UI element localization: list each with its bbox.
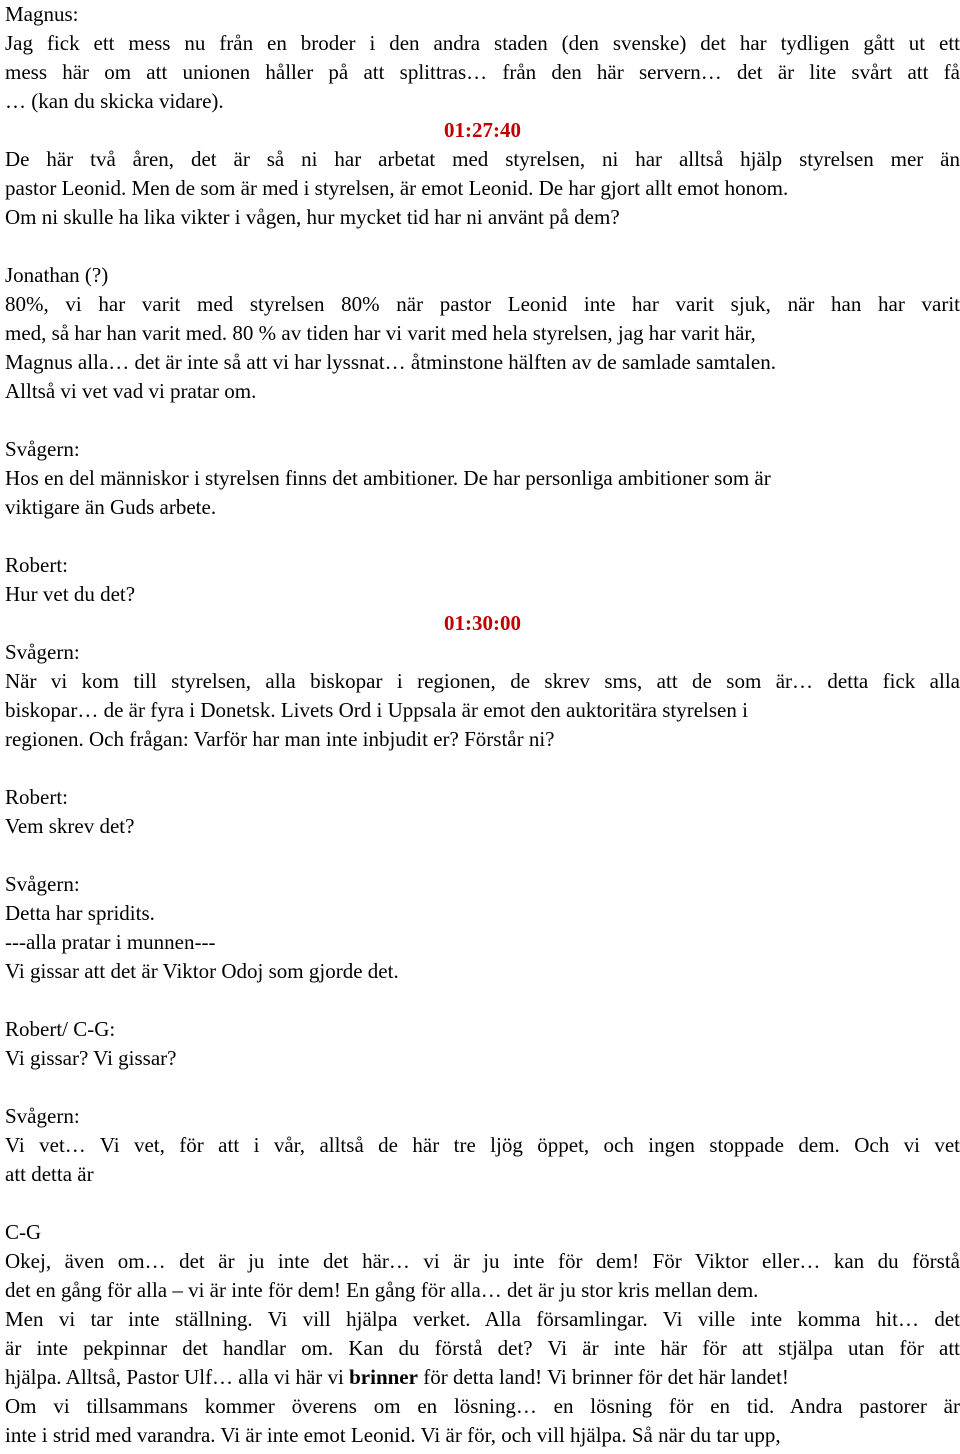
transcript-line: viktigare än Guds arbete. [5, 495, 217, 519]
transcript-line: pastor Leonid. Men de som är med i styrelsen, är emot Leonid. De har gjort allt emot honom. [5, 176, 789, 200]
paragraph-gap [5, 406, 960, 435]
speaker-label: Svågern: [5, 640, 80, 664]
transcript-line: Vem skrev det? [5, 814, 135, 838]
speaker-label: Robert/ C-G: [5, 1017, 116, 1041]
transcript-line: De här två åren, det är så ni har arbetat med styrelsen, ni har alltså hjälp styrelsen mer än [5, 147, 960, 171]
timestamp: 01:30:00 [444, 611, 521, 635]
speaker-label: Jonathan (?) [5, 263, 109, 287]
transcript-line: Om ni skulle ha lika vikter i vågen, hur mycket tid har ni använt på dem? [5, 205, 620, 229]
transcript-line: Vi gissar att det är Viktor Odoj som gjorde det. [5, 959, 399, 983]
transcript-line: Men vi tar inte ställning. Vi vill hjälpa verket. Alla församlingar. Vi ville inte komma hit… det [5, 1307, 960, 1331]
transcript-line: det en gång för alla – vi är inte för dem! En gång för alla… det är ju stor kris mellan dem. [5, 1278, 759, 1302]
speaker-label: Magnus: [5, 2, 79, 26]
transcript-line: … (kan du skicka vidare). [5, 89, 224, 113]
transcript-line: biskopar… de är fyra i Donetsk. Livets Ord i Uppsala är emot den auktoritära styrelsen i [5, 698, 748, 722]
transcript-line: ---alla pratar i munnen--- [5, 930, 216, 954]
speaker-label: Robert: [5, 553, 68, 577]
transcript-line: med, så har han varit med. 80 % av tiden har vi varit med hela styrelsen, jag har varit här, [5, 321, 756, 345]
paragraph-gap [5, 1189, 960, 1218]
transcript-line: är inte pekpinnar det handlar om. Kan du förstå det? Vi är inte här för att stjälpa utan för att [5, 1336, 960, 1360]
transcript-line: mess här om att unionen håller på att splittras… från den här servern… det är lite svårt att få [5, 60, 960, 84]
speaker-label: Robert: [5, 785, 68, 809]
transcript-line: 80%, vi har varit med styrelsen 80% när pastor Leonid inte har varit sjuk, när han har varit [5, 292, 960, 316]
transcript-text: hjälpa. Alltså, Pastor Ulf… alla vi här vi [5, 1365, 350, 1389]
transcript-line: Jag fick ett mess nu från en broder i den andra staden (den svenske) det har tydligen gått ut ett [5, 31, 960, 55]
transcript-line: När vi kom till styrelsen, alla biskopar i regionen, de skrev sms, att de som är… detta fick alla [5, 669, 960, 693]
transcript-text: för detta land! Vi brinner för det här landet! [417, 1365, 789, 1389]
speaker-label: Svågern: [5, 1104, 80, 1128]
paragraph-gap [5, 754, 960, 783]
speaker-label: Svågern: [5, 872, 80, 896]
paragraph-gap [5, 1073, 960, 1102]
transcript-line: att detta är [5, 1162, 94, 1186]
timestamp: 01:27:40 [444, 118, 521, 142]
transcript-line [5, 1363, 960, 1392]
transcript-page [5, 0, 960, 1450]
transcript-line: Om vi tillsammans kommer överens om en lösning… en lösning för en tid. Andra pastorer är [5, 1394, 960, 1418]
speaker-label: Svågern: [5, 437, 80, 461]
paragraph-gap [5, 841, 960, 870]
transcript-line: inte i strid med varandra. Vi är inte emot Leonid. Vi är för, och vill hjälpa. Så när du tar upp, [5, 1423, 781, 1447]
transcript-line: Magnus alla… det är inte så att vi har lyssnat… åtminstone hälften av de samlade samtalen. [5, 350, 776, 374]
transcript-line: Hos en del människor i styrelsen finns det ambitioner. De har personliga ambitioner som är [5, 466, 771, 490]
transcript-line: Alltså vi vet vad vi pratar om. [5, 379, 257, 403]
paragraph-gap [5, 522, 960, 551]
transcript-line: Vi vet… Vi vet, för att i vår, alltså de här tre ljög öppet, och ingen stoppade dem. Och vi vet [5, 1133, 960, 1157]
paragraph-gap [5, 986, 960, 1015]
transcript-line: Vi gissar? Vi gissar? [5, 1046, 177, 1070]
emphasis-text: brinner [349, 1365, 418, 1389]
transcript-line: regionen. Och frågan: Varför har man inte inbjudit er? Förstår ni? [5, 727, 555, 751]
speaker-label: C-G [5, 1220, 42, 1244]
transcript-line: Detta har spridits. [5, 901, 155, 925]
transcript-line: Okej, även om… det är ju inte det här… vi är ju inte för dem! För Viktor eller… kan du förstå [5, 1249, 960, 1273]
transcript-line: Hur vet du det? [5, 582, 136, 606]
paragraph-gap [5, 232, 960, 261]
